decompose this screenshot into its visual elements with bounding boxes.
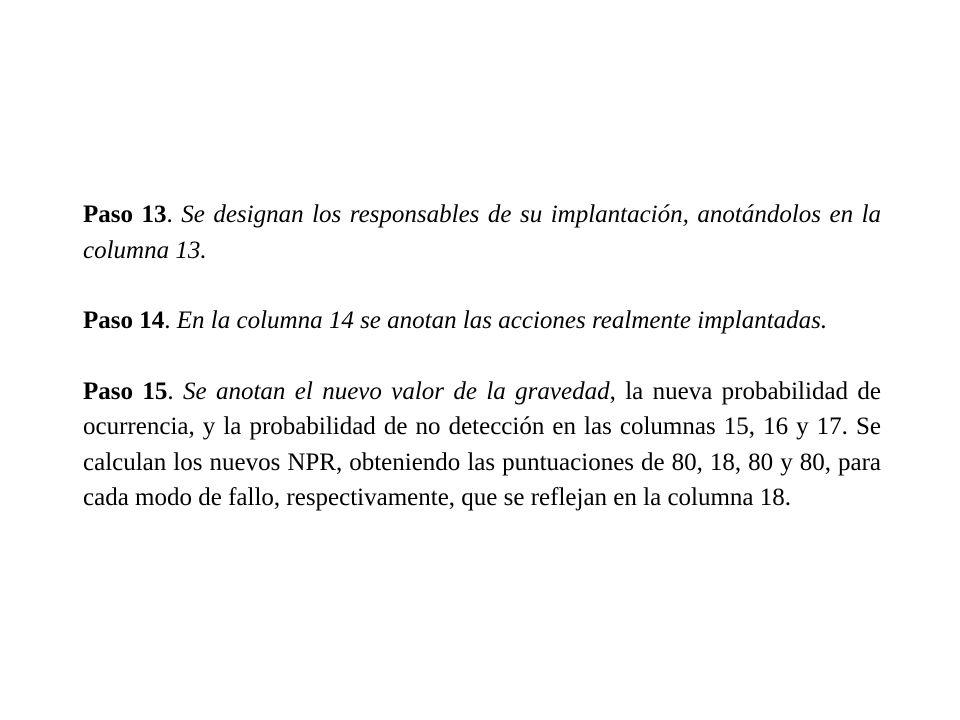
paragraph-paso-13 bbox=[83, 197, 881, 268]
step-label: Paso 15 bbox=[83, 377, 168, 405]
step-instruction: Se designan los responsables de su implantación, anotándolos en la columna 13. bbox=[83, 201, 882, 264]
step-instruction: En la columna 14 se anotan las acciones realmente implantadas. bbox=[176, 307, 828, 334]
paragraph-paso-15 bbox=[83, 374, 881, 516]
step-separator: . bbox=[166, 201, 182, 228]
step-label: Paso 14 bbox=[83, 307, 165, 334]
step-separator: . bbox=[164, 307, 177, 334]
document-body bbox=[83, 197, 881, 516]
step-detail-text: , la nueva probabilidad de ocurrencia, y la probabilidad de no detección en las columnas 15, 16 y 17. Se calculan los nuevos NPR, obteniendo las puntuaciones de 80, 18, 80 y 80, para cada modo de fallo, respectivamente, que se reflejan en la columna 18. bbox=[83, 377, 882, 511]
step-separator: . bbox=[167, 377, 183, 405]
step-instruction: Se anotan el nuevo valor de la gravedad bbox=[183, 377, 610, 405]
step-label: Paso 13 bbox=[83, 201, 167, 228]
paragraph-paso-14 bbox=[83, 303, 881, 339]
